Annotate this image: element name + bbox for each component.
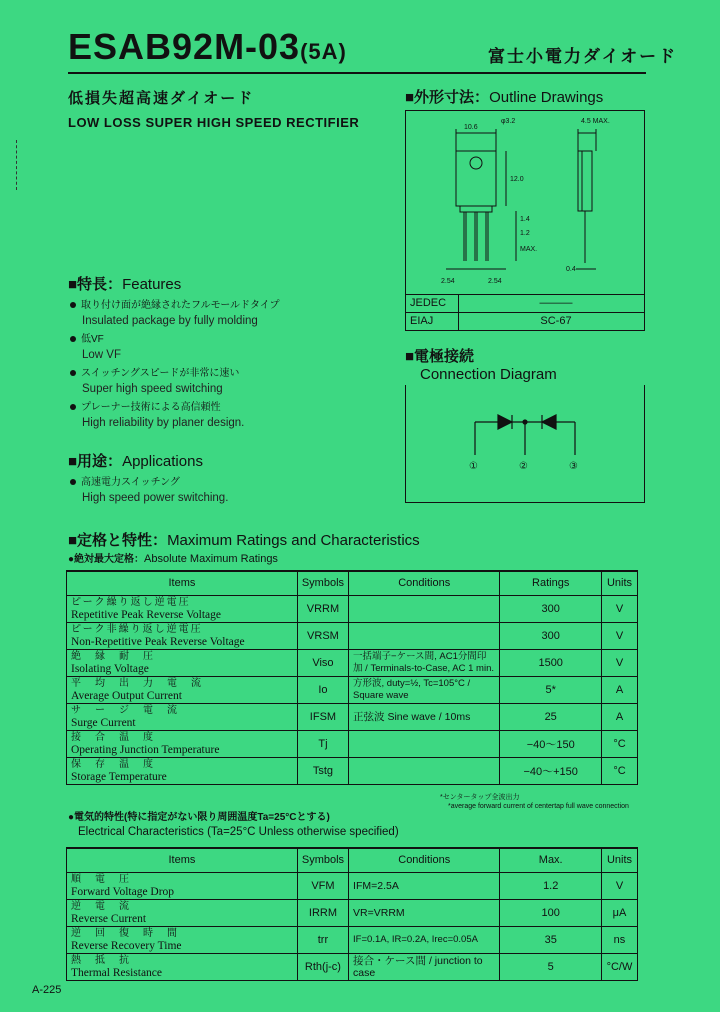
- title-jp: 低損失超高速ダイオード: [68, 90, 255, 107]
- dim-lead-thick: 0.4: [566, 266, 576, 273]
- dim-hole: φ3.2: [501, 118, 516, 125]
- dim-width: 10.6: [464, 124, 478, 131]
- footnote-jp: *センタータップ全波出力: [440, 794, 520, 801]
- electrical-table: [66, 847, 638, 981]
- dim-lead: 1.2: [520, 230, 530, 237]
- feature-item: 低VF Low VF: [70, 330, 390, 364]
- dim-height: 12.0: [510, 176, 524, 183]
- pin-3: ③: [569, 461, 578, 472]
- applications-heading: ■用途：Applications: [68, 453, 203, 470]
- table-row: ピーク非繰り返し逆電圧 Non-Repetitive Peak Reverse Voltage VRSM 300 V: [67, 622, 638, 649]
- dim-pitch-1: 2.54: [441, 278, 455, 285]
- pin-1: ①: [469, 461, 478, 472]
- applications-list: 高速電力スイッチング High speed power switching.: [70, 473, 228, 504]
- table-row: 逆 電 流 Reverse Current IRRM VR=VRRM 100 μA: [67, 899, 638, 926]
- table-row: 熱 抵 抗 Thermal Resistance Rth(j-c) 接合・ケース間 / junction to case 5 °C/W: [67, 953, 638, 980]
- table-header-row: Items Symbols Conditions Max. Units: [67, 848, 638, 872]
- pin-2: ②: [519, 461, 528, 472]
- connection-diagram: [405, 385, 645, 503]
- electrical-subheading-en: Electrical Characteristics (Ta=25°C Unless otherwise specified): [78, 826, 399, 838]
- features-list: [70, 296, 390, 432]
- outline-heading: ■外形寸法：Outline Drawings: [405, 89, 604, 106]
- table-row: 平 均 出 力 電 流 Average Output Current Io 方形波, duty=½, Tc=105°C / Square wave 5* A: [67, 676, 638, 703]
- connection-diagram-svg: [406, 385, 644, 501]
- feature-item: プレーナー技術による高信頼性 High reliability by planer design.: [70, 398, 390, 432]
- part-number-title: ESAB92M-03(5A): [68, 26, 347, 67]
- feature-item: 取り付け面が絶縁されたフルモールドタイプ Insulated package by fully molding: [70, 296, 390, 330]
- abs-max-table: [66, 570, 638, 785]
- table-row: 接 合 温 度 Operating Junction Temperature Tj −40～150 °C: [67, 730, 638, 757]
- header-rule: [68, 72, 646, 74]
- dim-pitch-2: 2.54: [488, 278, 502, 285]
- eiaj-row: EIAJ SC-67: [410, 315, 572, 327]
- features-heading: ■特長：Features: [68, 276, 182, 293]
- ratings-heading: ■定格と特性：Maximum Ratings and Characteristics: [68, 532, 420, 549]
- table-header-row: Items Symbols Conditions Ratings Units: [67, 571, 638, 595]
- connection-heading-jp: ■電極接続: [405, 348, 475, 365]
- brand-jp: 富士小電力ダイオード: [488, 47, 678, 66]
- outline-drawing: [405, 110, 645, 295]
- footnote-en: *average forward current of centertap full wave connection: [448, 803, 629, 810]
- outline-drawing-svg: [406, 111, 644, 294]
- package-standard-table: [405, 295, 645, 331]
- table-row: 順 電 圧 Forward Voltage Drop VFM IFM=2.5A 1.2 V: [67, 872, 638, 899]
- page-number: A-225: [32, 984, 62, 996]
- jedec-row: JEDEC ———: [406, 295, 644, 313]
- dim-thickness: 4.5 MAX.: [581, 118, 610, 125]
- connection-heading-en: Connection Diagram: [420, 366, 557, 383]
- current-rating: (5A): [300, 39, 347, 64]
- feature-item: スイッチングスピードが非常に速い Super high speed switching: [70, 364, 390, 398]
- abs-max-subheading: ●絶対最大定格：Absolute Maximum Ratings: [68, 553, 278, 565]
- table-row: 逆 回 復 時 間 Reverse Recovery Time trr IF=0.1A, IR=0.2A, Irec=0.05A 35 ns: [67, 926, 638, 953]
- title-en: LOW LOSS SUPER HIGH SPEED RECTIFIER: [68, 115, 360, 130]
- electrical-subheading-jp: ●電気的特性(特に指定がない限り周囲温度Ta=25°Cとする): [68, 812, 330, 823]
- table-row: ピーク繰り返し逆電圧 Repetitive Peak Reverse Voltage VRRM 300 V: [67, 595, 638, 622]
- dim-lead-width: 1.4: [520, 216, 530, 223]
- dim-max: MAX.: [520, 246, 538, 253]
- table-row: 絶 縁 耐 圧 Isolating Voltage Viso 一括端子−ケース間, AC1分間印加 / Terminals-to-Case, AC 1 min. 1500 V: [67, 649, 638, 676]
- scan-marks: [16, 140, 18, 190]
- table-row: サ ー ジ 電 流 Surge Current IFSM 正弦波 Sine wave / 10ms 25 A: [67, 703, 638, 730]
- table-row: 保 存 温 度 Storage Temperature Tstg −40～+150 °C: [67, 757, 638, 784]
